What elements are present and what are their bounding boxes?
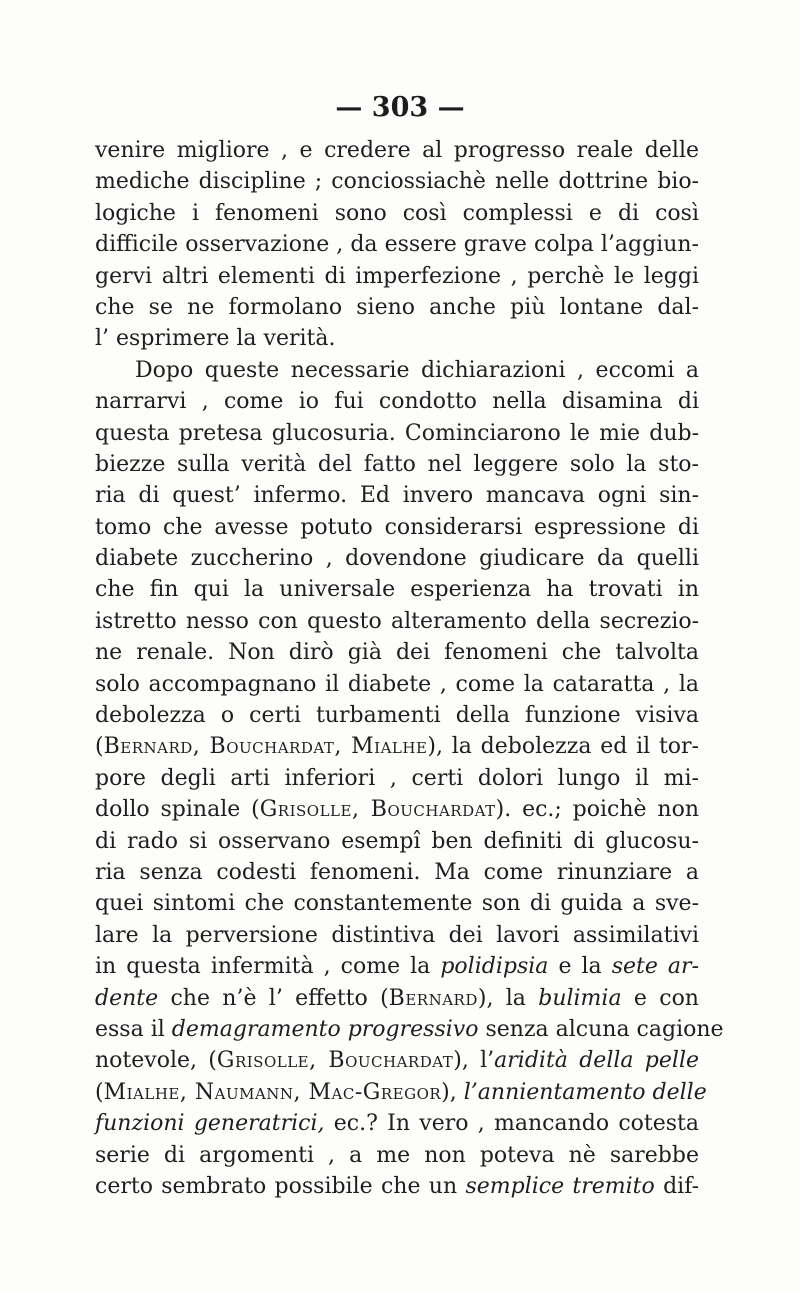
- text-line: venire migliore , e credere al progresso reale delle: [95, 138, 699, 163]
- author-citation: Bernard, Bouchardat, Mialhe: [103, 734, 428, 760]
- text-run: ),: [441, 1079, 464, 1105]
- text-line: serie di argomenti , a me non poteva nè sarebbe: [95, 1142, 699, 1168]
- text-line: difficile osservazione , da essere grave colpa l’aggiun-: [95, 232, 699, 258]
- italic-term: sete ar-: [611, 954, 700, 980]
- text-line: [95, 1108, 699, 1139]
- text-line: istretto nesso con questo alteramento della secrezio-: [95, 608, 699, 634]
- text-run: senza alcuna cagione: [478, 1016, 724, 1042]
- italic-term: bulimia: [538, 985, 622, 1011]
- text-line: [95, 1014, 724, 1045]
- text-line: di rado si osservano esempî ben definiti di glucosu-: [95, 828, 699, 854]
- author-citation: Grisolle, Bouchardat: [216, 1048, 454, 1074]
- italic-term: funzioni generatrici,: [95, 1111, 325, 1137]
- text-line: questa pretesa glucosuria. Cominciarono le mie dub-: [95, 420, 699, 446]
- text-run: ), la debolezza ed il tor-: [427, 734, 699, 760]
- text-line: ria senza codesti fenomeni. Ma come rinunziare a: [95, 859, 699, 885]
- text-run: in questa infermità , come la: [95, 954, 441, 980]
- text-line: che se ne formolano sieno anche più lontane dal-: [95, 294, 699, 320]
- text-line: pore degli arti inferiori , certi dolori lungo il mi-: [95, 765, 699, 791]
- text-run: ), l’: [453, 1048, 495, 1074]
- text-line: narrarvi , come io fui condotto nella disamina di: [95, 389, 699, 415]
- text-line: mediche discipline ; conciossiachè nelle dottrine bio-: [95, 169, 699, 195]
- text-run: (: [95, 734, 104, 760]
- text-run: che n’è l’ effetto (: [158, 985, 389, 1011]
- text-line: quei sintomi che constantemente son di guida a sve-: [95, 891, 699, 917]
- italic-term: l’annientamento delle: [463, 1079, 707, 1105]
- italic-term: aridità della pelle: [494, 1048, 700, 1074]
- text-run: notevole, (: [95, 1048, 217, 1074]
- text-run: ec.? In vero , mancando cotesta: [324, 1111, 700, 1137]
- text-line: tomo che avesse potuto considerarsi espressione di: [95, 514, 699, 540]
- text-run: ). ec.; poichè non: [495, 797, 700, 823]
- text-line: logiche i fenomeni sono così complessi e di così: [95, 200, 699, 226]
- text-line: ne renale. Non dirò già dei fenomeni che talvolta: [95, 640, 699, 666]
- paragraph-start-line: Dopo queste necessarie dichiarazioni , eccomi a: [135, 357, 699, 383]
- text-line: [95, 1171, 699, 1202]
- text-run: e con: [621, 985, 699, 1011]
- body-text: [95, 135, 724, 1202]
- text-line: lare la perversione distintiva dei lavori assimilativi: [95, 922, 699, 948]
- italic-term: dente: [95, 985, 159, 1011]
- text-run: dollo spinale (: [95, 797, 260, 823]
- author-citation: Bernard: [388, 985, 478, 1011]
- text-run: dif-: [654, 1173, 700, 1199]
- text-line: [95, 951, 699, 982]
- author-citation: Mialhe, Naumann, Mac-Gregor: [103, 1079, 442, 1105]
- text-line: [95, 731, 699, 762]
- text-run: (: [95, 1079, 104, 1105]
- text-run: essa il: [95, 1016, 172, 1042]
- text-line: [95, 794, 699, 825]
- page-number: — 303 —: [335, 92, 465, 123]
- text-line: biezze sulla verità del fatto nel leggere solo la sto-: [95, 451, 699, 477]
- text-line: diabete zuccherino , dovendone giudicare da quelli: [95, 546, 699, 572]
- text-line: che fin qui la universale esperienza ha trovati in: [95, 577, 699, 603]
- text-line: [95, 983, 699, 1014]
- text-run: certo sembrato possibile che un: [95, 1173, 466, 1199]
- text-run: e la: [548, 954, 612, 980]
- text-line: [95, 1077, 707, 1108]
- italic-term: semplice tremito: [465, 1173, 655, 1199]
- text-line: ria di quest’ infermo. Ed invero mancava ogni sin-: [95, 483, 699, 509]
- paragraph-end-line: l’ esprimere la verità.: [95, 326, 336, 352]
- text-line: gervi altri elementi di imperfezione , perchè le leggi: [95, 263, 699, 289]
- text-run: ), la: [477, 985, 539, 1011]
- author-citation: Grisolle, Bouchardat: [259, 797, 496, 823]
- italic-term: polidipsia: [440, 954, 549, 980]
- text-line: solo accompagnano il diabete , come la cataratta , la: [95, 671, 699, 697]
- italic-term: demagramento progressivo: [171, 1016, 479, 1042]
- text-line: [95, 1045, 699, 1076]
- text-line: debolezza o certi turbamenti della funzione visiva: [95, 703, 699, 729]
